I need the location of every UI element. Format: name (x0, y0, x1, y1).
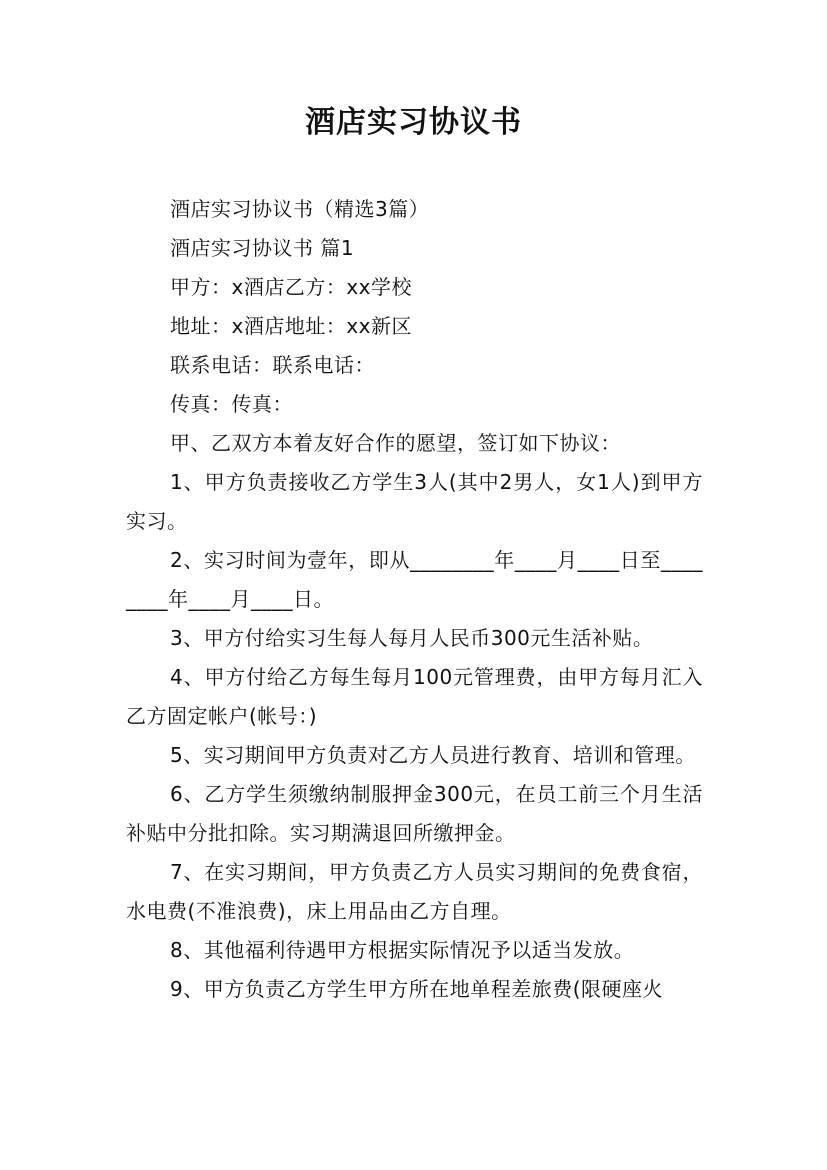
subtitle-line: 酒店实习协议书（精选3篇） (170, 197, 430, 221)
document-body (126, 190, 703, 1009)
agreement-intro: 甲、乙双方本着友好合作的愿望，签订如下协议： (170, 431, 621, 455)
clause-1: 1、甲方负责接收乙方学生3人(其中2男人，女1人)到甲方实习。 (126, 470, 703, 533)
clause-9: 9、甲方负责乙方学生甲方所在地单程差旅费(限硬座火 (170, 977, 664, 1001)
clause-4: 4、甲方付给乙方每生每月100元管理费，由甲方每月汇入乙方固定帐户(帐号：) (126, 665, 703, 728)
clause-6: 6、乙方学生须缴纳制服押金300元，在员工前三个月生活补贴中分批扣除。实习期满退回所缴押金。 (126, 782, 703, 845)
party-line: 甲方：x酒店乙方：xx学校 (170, 275, 413, 299)
clause-2: 2、实习时间为壹年，即从________年____月____日至________年____月____日。 (126, 548, 703, 611)
document-title: 酒店实习协议书 (305, 105, 522, 140)
phone-line: 联系电话：联系电话： (170, 353, 375, 377)
section-heading: 酒店实习协议书 篇1 (170, 236, 355, 260)
address-line: 地址：x酒店地址：xx新区 (170, 314, 413, 338)
clause-3: 3、甲方付给实习生每人每月人民币300元生活补贴。 (170, 626, 654, 650)
clause-8: 8、其他福利待遇甲方根据实际情况予以适当发放。 (170, 938, 635, 962)
clause-5: 5、实习期间甲方负责对乙方人员进行教育、培训和管理。 (170, 743, 696, 767)
clause-7: 7、在实习期间，甲方负责乙方人员实习期间的免费食宿，水电费(不准浪费)，床上用品由乙方自理。 (126, 860, 703, 923)
fax-line: 传真：传真： (170, 392, 293, 416)
